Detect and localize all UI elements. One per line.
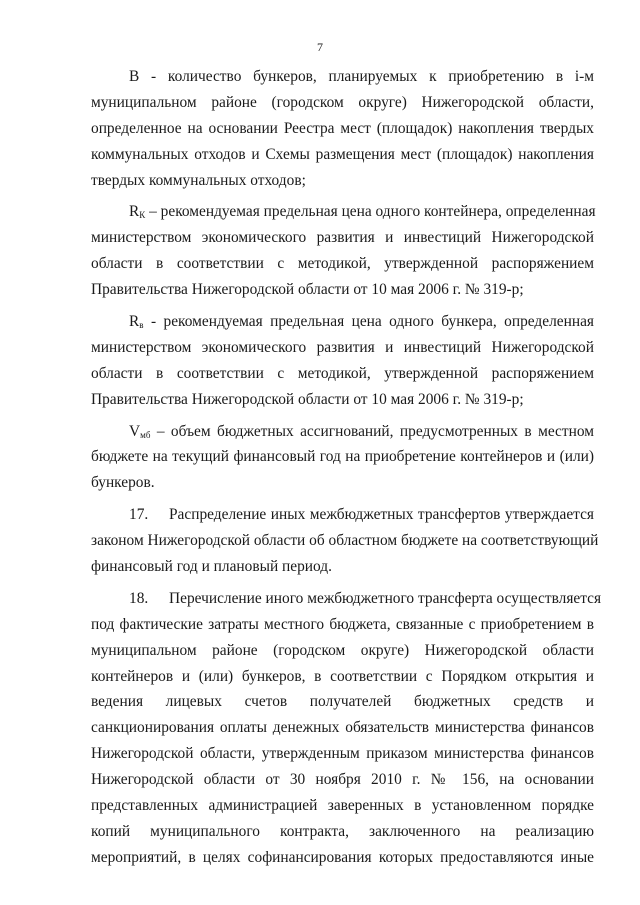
text-line: области в соответствии с методикой, утвержденной распоряжением: [91, 255, 594, 273]
text-line: [91, 309, 594, 335]
item-number: 17.: [129, 506, 149, 524]
line-text: - рекомендуемая предельная цена одного бункера, определенная: [143, 313, 594, 331]
page-number: 7: [317, 40, 323, 54]
text-line: санкционирования оплаты денежных обязательств министерства финансов: [91, 719, 594, 737]
text-line: мероприятий, в целях софинансирования которых предоставляются иные: [91, 848, 594, 866]
text-line: контейнеров и (или) бункеров, в соответствии с Порядком открытия и: [91, 667, 594, 685]
text-line: [91, 502, 594, 528]
text-line: [91, 199, 594, 225]
item-number: 18.: [129, 589, 149, 607]
document-body: [91, 64, 602, 871]
text-line: ведения лицевых счетов получателей бюджетных средств и: [91, 693, 594, 711]
line-text: Перечисление иного межбюджетного трансферта осуществляется: [169, 589, 602, 607]
text-line: определенное на основании Реестра мест (площадок) накопления твердых: [91, 119, 594, 137]
line-text: Распределение иных межбюджетных трансфертов утверждается: [169, 506, 594, 524]
text-line: бункеров.: [91, 474, 155, 492]
text-line: [91, 586, 602, 612]
text-line: бюджете на текущий финансовый год на приобретение контейнеров и (или): [91, 448, 594, 466]
text-line: под фактические затраты местного бюджета, связанные с приобретением в: [91, 615, 594, 633]
text-line: области в соответствии с методикой, утвержденной распоряжением: [91, 364, 594, 382]
formula-symbol: R: [129, 203, 140, 221]
text-line: представленных администрацией заверенных в установленном порядке: [91, 797, 594, 815]
text-line: твердых коммунальных отходов;: [91, 171, 306, 189]
text-line: министерством экономического развития и инвестиций Нижегородской: [91, 338, 594, 356]
formula-symbol: V: [129, 422, 141, 440]
text-line: финансовый год и плановый период.: [91, 558, 332, 576]
text-line: министерством экономического развития и инвестиций Нижегородской: [91, 229, 594, 247]
formula-subscript: К: [139, 210, 146, 221]
text-line: муниципальном районе (городском округе) Нижегородской области,: [91, 93, 594, 111]
text-line: Нижегородской области, утвержденным приказом министерства финансов: [91, 745, 594, 763]
paragraph-bunker-count: [91, 64, 594, 193]
line-text: – рекомендуемая предельная цена одного контейнера, определенная: [145, 203, 596, 221]
text-line: коммунальных отходов и Схемы размещения мест (площадок) накопления: [91, 145, 594, 163]
paragraph-container-price: [91, 199, 594, 303]
formula-subscript: в: [139, 320, 144, 331]
text-line: копий муниципального контракта, заключенного на реализацию: [91, 822, 594, 840]
text-line: законом Нижегородской области об областном бюджете на соответствующий: [91, 532, 599, 550]
text-line: [91, 419, 594, 445]
formula-symbol: R: [129, 313, 140, 331]
text-line: Нижегородской области от 30 ноября 2010 г. № 156, на основании: [91, 771, 594, 789]
paragraph-item-18: [91, 586, 602, 871]
text-line: Правительства Нижегородской области от 10 мая 2006 г. № 319-р;: [91, 281, 524, 299]
formula-subscript: мб: [140, 429, 151, 440]
paragraph-bunker-price: [91, 309, 594, 413]
text-line: В - количество бункеров, планируемых к приобретению в i-м: [129, 68, 594, 85]
paragraph-budget-volume: [91, 419, 594, 497]
text-line: Правительства Нижегородской области от 10 мая 2006 г. № 319-р;: [91, 390, 524, 408]
text-line: муниципальном районе (городском округе) Нижегородской области: [91, 641, 594, 659]
line-text: – объем бюджетных ассигнований, предусмотренных в местном: [150, 422, 594, 440]
paragraph-item-17: [91, 502, 599, 580]
